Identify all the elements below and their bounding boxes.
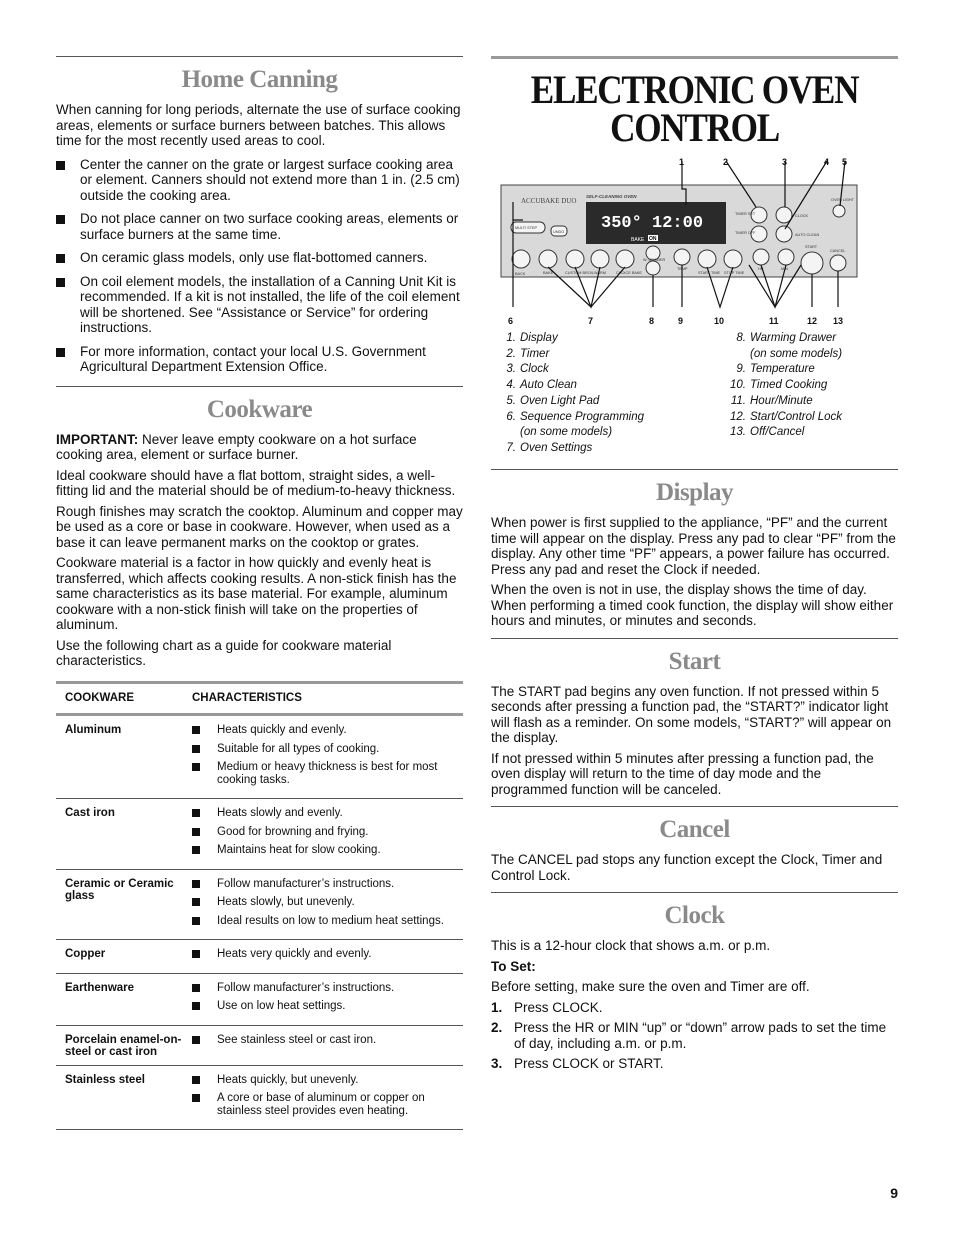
legend-number: 3. — [506, 363, 516, 376]
legend-item — [726, 362, 842, 378]
pad-label-choice-bake: CHOICE BAKE — [616, 271, 642, 275]
characteristics-list — [192, 1034, 463, 1047]
list-item: Maintains heat for slow cooking. — [192, 844, 463, 857]
list-item: On ceramic glass models, only use flat-bottomed canners. — [56, 250, 463, 266]
list-item: Heats slowly, but unevenly. — [192, 896, 463, 909]
legend-text: Timed Cooking — [750, 379, 828, 392]
callout-number: 5 — [842, 157, 848, 167]
clock-before: Before setting, make sure the oven and Timer are off. — [491, 979, 810, 994]
callout-number: 13 — [833, 316, 844, 326]
cookware-characteristics — [183, 715, 463, 799]
legend-item — [726, 394, 842, 410]
legend-item — [502, 425, 644, 441]
cookware-characteristics — [183, 940, 463, 974]
pad-label-custom-broil: CUSTOM BROIL — [565, 271, 594, 275]
legend-column-right — [726, 331, 842, 441]
list-item: Heats quickly and evenly. — [192, 724, 463, 737]
callout-number: 11 — [769, 316, 779, 326]
page-title-line: ELECTRONIC OVEN — [530, 67, 859, 112]
legend-text: Off/Cancel — [750, 426, 805, 439]
characteristics-list — [192, 948, 463, 961]
legend-number: 11. — [730, 394, 746, 407]
display-on: ON — [649, 236, 657, 242]
cookware-name: Earthenware — [56, 973, 183, 1025]
legend-item — [502, 394, 644, 410]
clock-intro: This is a 12-hour clock that shows a.m. or p.m. — [491, 938, 771, 953]
display-paragraph: When power is first supplied to the appliance, “PF” and the current time will appear on the display. Press any pad to clear “PF” from the display. Any other time “PF” appears, a power failure has occurred. Press any pad and reset the Clock if needed. — [491, 515, 896, 577]
bake-pad — [539, 250, 557, 268]
section-rule — [491, 892, 898, 893]
callout-number: 3 — [782, 157, 788, 167]
callout-number: 8 — [649, 316, 655, 326]
table-row — [56, 940, 463, 974]
cookware-characteristics — [183, 1025, 463, 1065]
list-item: Heats slowly and evenly. — [192, 807, 463, 820]
legend-number: 4. — [506, 379, 516, 392]
legend-text: Oven Settings — [520, 441, 593, 454]
legend-item — [502, 331, 644, 347]
pad-label-min: MIN — [781, 267, 788, 271]
characteristics-list — [192, 1074, 463, 1118]
characteristics-list — [192, 724, 463, 786]
control-panel-diagram — [491, 157, 898, 327]
legend-number: 13. — [730, 426, 746, 439]
list-item — [491, 1056, 898, 1072]
display-mode: BAKE — [631, 237, 645, 243]
cookware-paragraph: Ideal cookware should have a flat bottom, straight sides, a well-fitting lid and the material should be of medium-to-heavy thickness. — [56, 467, 456, 498]
cookware-characteristics — [183, 869, 463, 940]
legend-item — [502, 347, 644, 363]
callout-number: 6 — [508, 316, 514, 326]
legend-item — [726, 331, 842, 347]
cookware-paragraph: Use the following chart as a guide for cookware material characteristics. — [56, 637, 392, 668]
table-body — [56, 715, 463, 1130]
list-item: Medium or heavy thickness is best for most cooking tasks. — [192, 761, 463, 786]
list-item: Do not place canner on two surface cooking areas, elements or surface burners at the same time. — [56, 211, 463, 242]
step-text: Press CLOCK or START. — [514, 1056, 664, 1071]
legend-item — [726, 425, 842, 441]
legend-text: (on some models) — [520, 426, 613, 439]
home-canning-intro: When canning for long periods, alternate the use of surface cooking areas, elements or surface burners between batches. This allows time for the most recently used areas to cool. — [56, 102, 461, 148]
list-item: Heats quickly, but unevenly. — [192, 1074, 463, 1087]
legend-number: 2. — [506, 347, 516, 360]
cookware-name: Porcelain enamel-on-steel or cast iron — [56, 1025, 183, 1065]
legend-number: 9. — [736, 363, 746, 376]
important-label: IMPORTANT: — [56, 431, 139, 447]
section-rule — [491, 638, 898, 639]
pad-label-undo: UNDO — [553, 230, 565, 234]
section-rule — [491, 806, 898, 807]
home-canning-list — [56, 157, 463, 375]
cookware-paragraph: Rough finishes may scratch the cooktop. Aluminum and copper may be used as a core or base in cookware. However, when used as a base it can leave permanent marks on the cooktop or grates. — [56, 503, 463, 550]
legend-item — [502, 378, 644, 394]
column-header: CHARACTERISTICS — [183, 682, 463, 715]
pad-label-cancel: CANCEL — [830, 249, 846, 253]
auto-clean-pad — [776, 226, 792, 242]
cookware-characteristics — [183, 1065, 463, 1130]
start-paragraph: The START pad begins any oven function. If not pressed within 5 seconds after pressing a function pad, the “START?” indicator light will flash as a reminder. On some models, “START?” will appear on the display. — [491, 683, 892, 745]
start-time-pad — [698, 250, 716, 268]
list-item — [491, 1000, 898, 1016]
important-text: Never leave empty cookware on a hot surface cooking area, element or surface burner. — [56, 431, 417, 462]
start-heading: Start — [668, 647, 721, 675]
cookware-characteristics — [183, 799, 463, 870]
pad-label-timer-set: TIMER SET — [735, 212, 756, 216]
legend-item — [726, 378, 842, 394]
legend-text: Oven Light Pad — [520, 394, 600, 407]
table-row — [56, 799, 463, 870]
characteristics-list — [192, 982, 463, 1013]
callout-number: 10 — [714, 316, 725, 326]
section-rule — [56, 386, 463, 387]
cookware-name: Copper — [56, 940, 183, 974]
list-item — [491, 1020, 898, 1051]
cookware-name: Stainless steel — [56, 1065, 183, 1130]
list-item: Heats very quickly and evenly. — [192, 948, 463, 961]
display-paragraph: When the oven is not in use, the display shows the time of day. When performing a timed cook function, the display will show either hours and minutes, or minutes and seconds. — [491, 582, 894, 628]
legend-text: Clock — [520, 363, 549, 376]
custom-broil-pad — [566, 250, 584, 268]
cookware-important — [56, 432, 463, 463]
clock-to-set-label: To Set: — [491, 958, 536, 974]
cookware-name: Aluminum — [56, 715, 183, 799]
list-item: Good for browning and frying. — [192, 826, 463, 839]
pad-label-bake: BAKE — [543, 271, 554, 275]
pad-label-start: START — [805, 245, 818, 249]
list-item: On coil element models, the installation of a Canning Unit Kit is recommended. If a kit is not installed, the life of the coil element will be shortened. See “Assistance or Service” for ordering instructions. — [56, 274, 463, 336]
legend-item — [502, 410, 644, 426]
list-item: Suitable for all types of cooking. — [192, 743, 463, 756]
table-row — [56, 1065, 463, 1130]
legend-number: 12. — [730, 410, 746, 423]
legend-item — [726, 410, 842, 426]
start-pad — [801, 252, 823, 274]
pad-label-multi-step: MULTI STEP — [515, 226, 538, 230]
pad-label-back: BACK — [515, 272, 526, 276]
legend-text: Hour/Minute — [750, 394, 813, 407]
legend-text: (on some models) — [750, 347, 843, 360]
pad-label-timer-off: TIMER OFF — [735, 231, 756, 235]
characteristics-list — [192, 878, 463, 928]
control-panel-illustration — [491, 157, 898, 327]
step-number: 3. — [491, 1056, 503, 1071]
cookware-heading: Cookware — [206, 395, 313, 423]
cookware-table — [56, 681, 463, 1131]
legend-number: 1. — [506, 332, 516, 344]
list-item: A core or base of aluminum or copper on stainless steel provides even heating. — [192, 1092, 463, 1117]
callout-number: 2 — [723, 157, 729, 167]
home-canning-heading: Home Canning — [181, 66, 338, 93]
characteristics-list — [192, 807, 463, 857]
callout-number: 12 — [807, 316, 818, 326]
start-paragraph: If not pressed within 5 minutes after pressing a function pad, the oven display will return to the time of day mode and the programmed function will be canceled. — [491, 750, 874, 797]
temp-up-pad — [674, 249, 690, 265]
table-row — [56, 1025, 463, 1065]
section-rule — [491, 56, 898, 59]
w-drawer-down-pad — [646, 261, 660, 275]
pad-label-w-drawer: W. DRAWER — [643, 258, 666, 262]
legend-text: Timer — [520, 347, 550, 360]
page-title — [515, 67, 873, 150]
section-rule — [56, 56, 463, 57]
list-item: Follow manufacturer’s instructions. — [192, 982, 463, 995]
step-number: 1. — [491, 999, 503, 1015]
pad-label-oven-light: OVEN LIGHT — [831, 198, 854, 202]
section-rule — [491, 469, 898, 470]
pad-label-warm: WARM — [594, 271, 606, 275]
stop-time-pad — [724, 250, 742, 268]
legend-number: 7. — [506, 441, 516, 454]
step-text: Press CLOCK. — [514, 999, 603, 1015]
cookware-characteristics — [183, 973, 463, 1025]
legend-text: Display — [520, 332, 558, 344]
legend-item — [726, 347, 842, 363]
cancel-heading: Cancel — [659, 816, 730, 843]
legend-text: Temperature — [750, 363, 815, 376]
table-header-row — [56, 682, 463, 715]
cancel-pad — [830, 255, 846, 271]
table-row — [56, 973, 463, 1025]
list-item: Follow manufacturer’s instructions. — [192, 878, 463, 891]
callout-number: 4 — [824, 157, 830, 167]
choice-bake-pad — [616, 250, 634, 268]
back-pad — [512, 250, 530, 268]
page-number: 9 — [890, 1185, 898, 1201]
table-row — [56, 715, 463, 799]
legend-item — [502, 441, 644, 457]
list-item: For more information, contact your local U.S. Government Agricultural Department Extension Office. — [56, 344, 463, 375]
list-item: Use on low heat settings. — [192, 1000, 463, 1013]
pad-label-temp: TEMP — [677, 267, 688, 271]
diagram-legend — [491, 331, 898, 457]
pad-label-start-time: START TIME — [698, 271, 721, 275]
clock-steps — [491, 1000, 898, 1072]
step-number: 2. — [491, 1020, 503, 1035]
callout-number: 7 — [588, 316, 594, 326]
legend-text: Auto Clean — [520, 379, 577, 392]
right-column — [491, 56, 898, 1077]
panel-label: SELF-CLEANING OVEN — [586, 194, 637, 199]
display-readout: 350° 12:00 — [601, 214, 704, 233]
min-pad — [778, 249, 794, 265]
pad-label-stop-time: STOP TIME — [724, 271, 745, 275]
hr-pad — [753, 249, 769, 265]
step-text: Press the HR or MIN “up” or “down” arrow pads to set the time of day, including a.m. or p.m. — [514, 1020, 887, 1051]
legend-number: 10. — [730, 379, 746, 392]
pad-label-clock: CLOCK — [795, 214, 809, 218]
callout-number: 9 — [678, 316, 684, 326]
cookware-name: Ceramic or Ceramic glass — [56, 869, 183, 940]
list-item: Center the canner on the grate or largest surface cooking area or element. Canners should not extend more than 1 in. (2.5 cm) outside the cooking area. — [56, 157, 463, 204]
list-item: Ideal results on low to medium heat settings. — [192, 915, 463, 928]
legend-number: 6. — [506, 410, 516, 423]
legend-text: Warming Drawer — [750, 332, 837, 344]
pad-label-hr: HR — [758, 267, 764, 271]
oven-light-pad — [833, 205, 845, 217]
cookware-paragraph: Cookware material is a factor in how quickly and evenly heat is transferred, which affects cooking results. A non-stick finish has the same characteristics as its base material. For example, aluminum cookware with a non-stick finish will take on the properties of aluminum. — [56, 555, 457, 632]
warm-pad — [591, 250, 609, 268]
clock-heading: Clock — [664, 902, 725, 929]
legend-text: Sequence Programming — [520, 410, 645, 423]
callout-number: 1 — [679, 157, 685, 167]
list-item: See stainless steel or cast iron. — [192, 1034, 463, 1047]
legend-number: 8. — [736, 332, 746, 344]
cookware-name: Cast iron — [56, 799, 183, 870]
table-row — [56, 869, 463, 940]
display-heading: Display — [655, 479, 734, 506]
brand-logo: ACCUBAKE DUO — [521, 197, 577, 205]
cancel-paragraph: The CANCEL pad stops any function except the Clock, Timer and Control Lock. — [491, 852, 883, 883]
legend-item — [502, 362, 644, 378]
column-header: COOKWARE — [56, 682, 183, 715]
page-title-line: CONTROL — [610, 105, 779, 150]
legend-text: Start/Control Lock — [750, 410, 843, 423]
pad-label-auto-clean: AUTO CLEAN — [795, 233, 820, 237]
legend-number: 5. — [506, 394, 516, 407]
legend-column-left — [502, 331, 644, 457]
left-column — [56, 56, 463, 1130]
